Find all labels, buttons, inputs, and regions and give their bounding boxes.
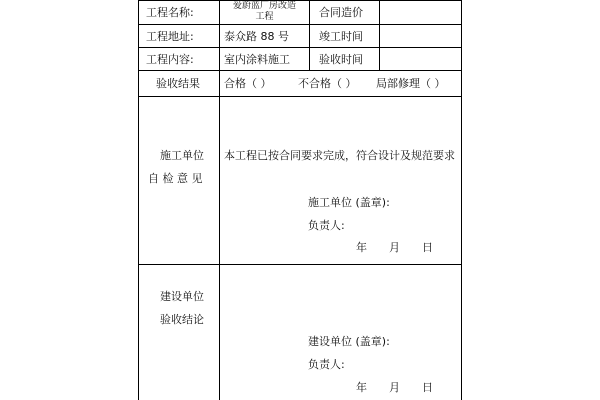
contract-price-label: 合同造价 [319,6,363,19]
contractor-date: 年 月 日 [356,241,433,254]
project-content-value: 室内涂料施工 [224,53,290,66]
owner-responsible-label: 负责人: [308,358,345,371]
owner-date: 年 月 日 [356,381,433,394]
acceptance-time-label: 验收时间 [319,53,363,66]
owner-label: 建设单位 [160,290,204,303]
contractor-seal-label: 施工单位 (盖章): [308,196,390,209]
result-pass-option[interactable]: 合格（ ） [224,77,272,90]
project-name-label: 工程名称: [146,6,194,19]
contractor-opinion-text: 本工程已按合同要求完成，符合设计及规范要求 [224,149,455,162]
acceptance-form [138,0,462,400]
project-name-value-line2: 工程 [255,12,274,22]
acceptance-result-label: 验收结果 [156,77,200,90]
completion-time-label: 竣工时间 [319,30,363,43]
contractor-responsible-label: 负责人: [308,219,345,232]
result-fail-option[interactable]: 不合格（ ） [298,77,357,90]
project-address-label: 工程地址: [146,30,194,43]
owner-seal-label: 建设单位 (盖章): [308,335,390,348]
project-address-value: 泰众路 88 号 [224,30,289,43]
contractor-label: 施工单位 [160,149,204,162]
project-name-value-line1: 爱蔚蓝厂房改造 [232,1,296,11]
contractor-self-inspection-label: 自 检 意 见 [148,172,203,185]
project-content-label: 工程内容: [146,53,194,66]
owner-acceptance-conclusion-label: 验收结论 [160,313,204,326]
result-partial-repair-option[interactable]: 局部修理（ ） [376,77,446,90]
